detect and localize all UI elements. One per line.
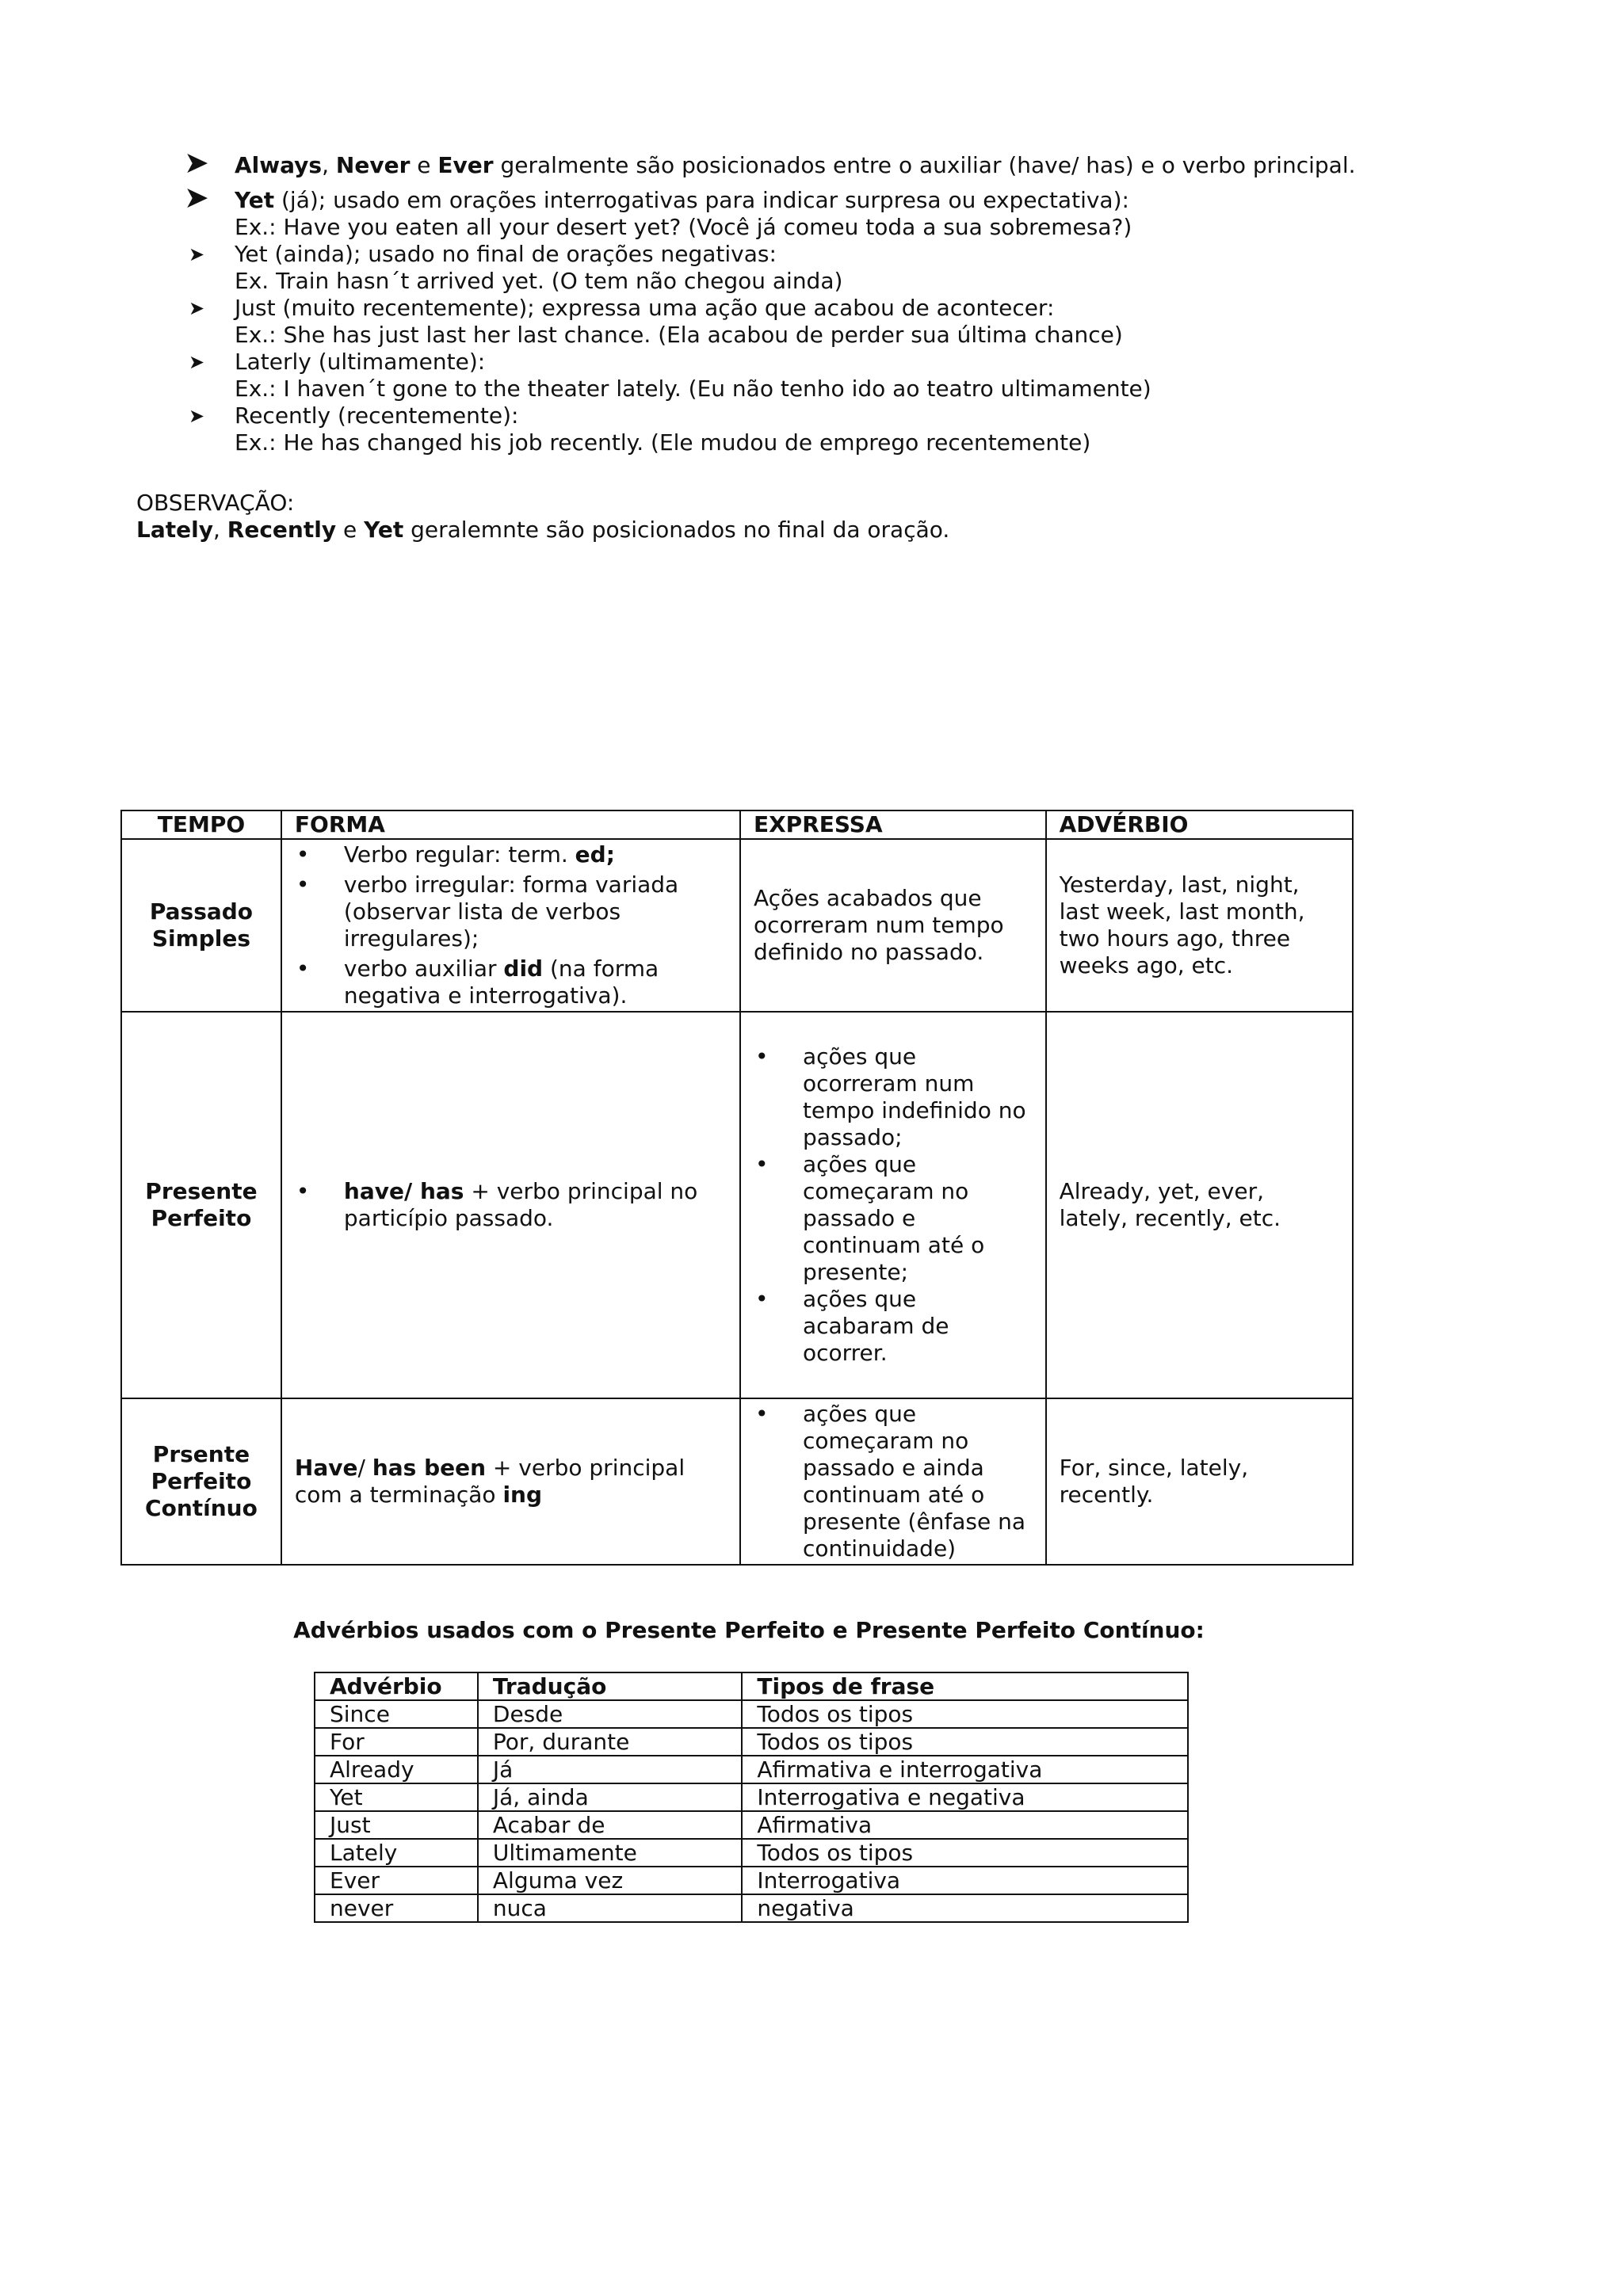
adverb-cell: never [315, 1894, 478, 1922]
translation-cell: Acabar de [478, 1811, 743, 1839]
table-row-presente-perfeito [121, 1012, 1353, 1398]
example-text: Ex. Train hasn´t arrived yet. (O tem não chegou ainda) [235, 268, 843, 294]
observation-text: Lately, Recently e Yet geralemnte são posicionados no final da oração. [136, 517, 950, 543]
expressa-cell: Ações acabados que ocorreram num tempo definido no passado. [740, 839, 1046, 1012]
observation-label: OBSERVAÇÃO: [136, 490, 295, 516]
adverb-notes-list [184, 145, 1579, 456]
term-always: Always [235, 152, 323, 178]
tempo-cell: Presente Perfeito [121, 1012, 281, 1398]
arrow-bullet-icon: ➤ [189, 297, 205, 319]
bullet-dot-icon: • [754, 1151, 769, 1177]
table-row [315, 1728, 1188, 1756]
table-row [315, 1700, 1188, 1728]
arrow-bullet-icon: ➤ [189, 243, 205, 265]
arrow-bullet-icon: ➤ [189, 405, 205, 427]
adverb-cell: Ever [315, 1867, 478, 1894]
bullet-dot-icon: • [296, 841, 310, 868]
table-row-presente-perfeito-continuo [121, 1398, 1353, 1565]
translation-cell: Ultimamente [478, 1839, 743, 1867]
header-traducao: Tradução [478, 1672, 743, 1700]
adverbs-table-body [315, 1700, 1188, 1922]
adverb-cell: Yet [315, 1783, 478, 1811]
example-text: Ex.: He has changed his job recently. (Ele mudou de emprego recentemente) [235, 429, 1091, 456]
adverb-cell: Lately [315, 1839, 478, 1867]
sentence-type-cell: Interrogativa e negativa [742, 1783, 1188, 1811]
term-never: Never [335, 152, 411, 178]
table-row-passado-simples [121, 839, 1353, 1012]
tense-table-header [121, 810, 1353, 839]
bullet-dot-icon: • [754, 1286, 769, 1312]
adverbs-table-header [315, 1672, 1188, 1700]
table-row [315, 1756, 1188, 1783]
translation-cell: Desde [478, 1700, 743, 1728]
bullet-dot-icon: • [754, 1043, 769, 1070]
bullet-dot-icon: • [296, 1178, 310, 1204]
adverbio-cell: Already, yet, ever, lately, recently, etc. [1046, 1012, 1353, 1398]
translation-cell: Por, durante [478, 1728, 743, 1756]
tempo-cell: Passado Simples [121, 839, 281, 1012]
sentence-type-cell: Afirmativa [742, 1811, 1188, 1839]
example-text: Ex.: Have you eaten all your desert yet? (Você já comeu toda a sua sobremesa?) [235, 214, 1132, 240]
adverbs-section-title: Advérbios usados com o Presente Perfeito e Presente Perfeito Contínuo: [293, 1617, 1205, 1643]
translation-cell: Já [478, 1756, 743, 1783]
header-tipos: Tipos de frase [742, 1672, 1188, 1700]
header-adverbio: Advérbio [315, 1672, 478, 1700]
forma-cell: • have/ has + verbo principal no particípio passado. [281, 1012, 740, 1398]
arrow-bullet-icon: ➤ [184, 145, 209, 180]
tempo-cell: Prsente Perfeito Contínuo [121, 1398, 281, 1565]
sentence-type-cell: negativa [742, 1894, 1188, 1922]
adverbs-table [314, 1672, 1189, 1923]
header-forma: FORMA [281, 810, 740, 839]
sentence-type-cell: Afirmativa e interrogativa [742, 1756, 1188, 1783]
sentence-type-cell: Interrogativa [742, 1867, 1188, 1894]
arrow-bullet-icon: ➤ [189, 351, 205, 373]
translation-cell: nuca [478, 1894, 743, 1922]
adverb-cell: Already [315, 1756, 478, 1783]
sentence-type-cell: Todos os tipos [742, 1728, 1188, 1756]
term-ever: Ever [437, 152, 494, 178]
header-tempo: TEMPO [121, 810, 281, 839]
adverb-cell: Since [315, 1700, 478, 1728]
adverb-cell: For [315, 1728, 478, 1756]
table-row [315, 1894, 1188, 1922]
bullet-dot-icon: • [296, 955, 310, 982]
forma-cell: • Verbo regular: term. ed; • verbo irregular: forma variada (observar lista de verbos irregulares); • verbo auxiliar did (na forma negativa e interrogativa). [281, 839, 740, 1012]
note-yet-ainda: ➤ Yet (ainda); usado no final de orações negativas: Ex. Train hasn´t arrived yet. (O tem não chegou ainda) [189, 241, 843, 294]
forma-cell: Have/ has been + verbo principal com a terminação ing [281, 1398, 740, 1565]
sentence-type-cell: Todos os tipos [742, 1839, 1188, 1867]
sentence-type-cell: Todos os tipos [742, 1700, 1188, 1728]
table-row [315, 1867, 1188, 1894]
example-text: Ex.: She has just last her last chance. (Ela acabou de perder sua última chance) [235, 322, 1123, 348]
expressa-cell: • ações que começaram no passado e ainda continuam até o presente (ênfase na continuidade) [740, 1398, 1046, 1565]
note-recently: ➤ Recently (recentemente): Ex.: He has changed his job recently. (Ele mudou de emprego recentemente) [189, 402, 1091, 456]
arrow-bullet-icon: ➤ [184, 180, 209, 215]
note-always-never-ever: ➤ Always, Never e Ever geralmente são posicionados entre o auxiliar (have/ has) e o verbo principal. [184, 145, 1356, 180]
bullet-dot-icon: • [754, 1401, 769, 1427]
note-yet-ja: ➤ Yet (já); usado em orações interrogativas para indicar surpresa ou expectativa): Ex.: Have you eaten all your desert yet? (Você já comeu toda a sua sobremesa?) [184, 180, 1132, 240]
header-adverbio: ADVÉRBIO [1046, 810, 1353, 839]
term-yet: Yet [235, 187, 275, 213]
observation-block [136, 490, 949, 543]
note-laterly: ➤ Laterly (ultimamente): Ex.: I haven´t gone to the theater lately. (Eu não tenho ido ao teatro ultimamente) [189, 349, 1151, 402]
adverbio-cell: For, since, lately, recently. [1046, 1398, 1353, 1565]
example-text: Ex.: I haven´t gone to the theater lately. (Eu não tenho ido ao teatro ultimamente) [235, 376, 1151, 402]
bullet-dot-icon: • [296, 871, 310, 898]
adverb-cell: Just [315, 1811, 478, 1839]
table-row [315, 1839, 1188, 1867]
table-row [315, 1811, 1188, 1839]
tense-table [120, 810, 1354, 1566]
expressa-cell: • ações que ocorreram num tempo indefinido no passado; • ações que começaram no passado e continuam até o presente; • ações que acabaram de ocorrer. [740, 1012, 1046, 1398]
translation-cell: Já, ainda [478, 1783, 743, 1811]
note-just: ➤ Just (muito recentemente); expressa uma ação que acabou de acontecer: Ex.: She has just last her last chance. (Ela acabou de perder sua última chance) [189, 295, 1123, 348]
adverbio-cell: Yesterday, last, night, last week, last month, two hours ago, three weeks ago, etc. [1046, 839, 1353, 1012]
table-row [315, 1783, 1188, 1811]
translation-cell: Alguma vez [478, 1867, 743, 1894]
header-expressa: EXPRESSA [740, 810, 1046, 839]
